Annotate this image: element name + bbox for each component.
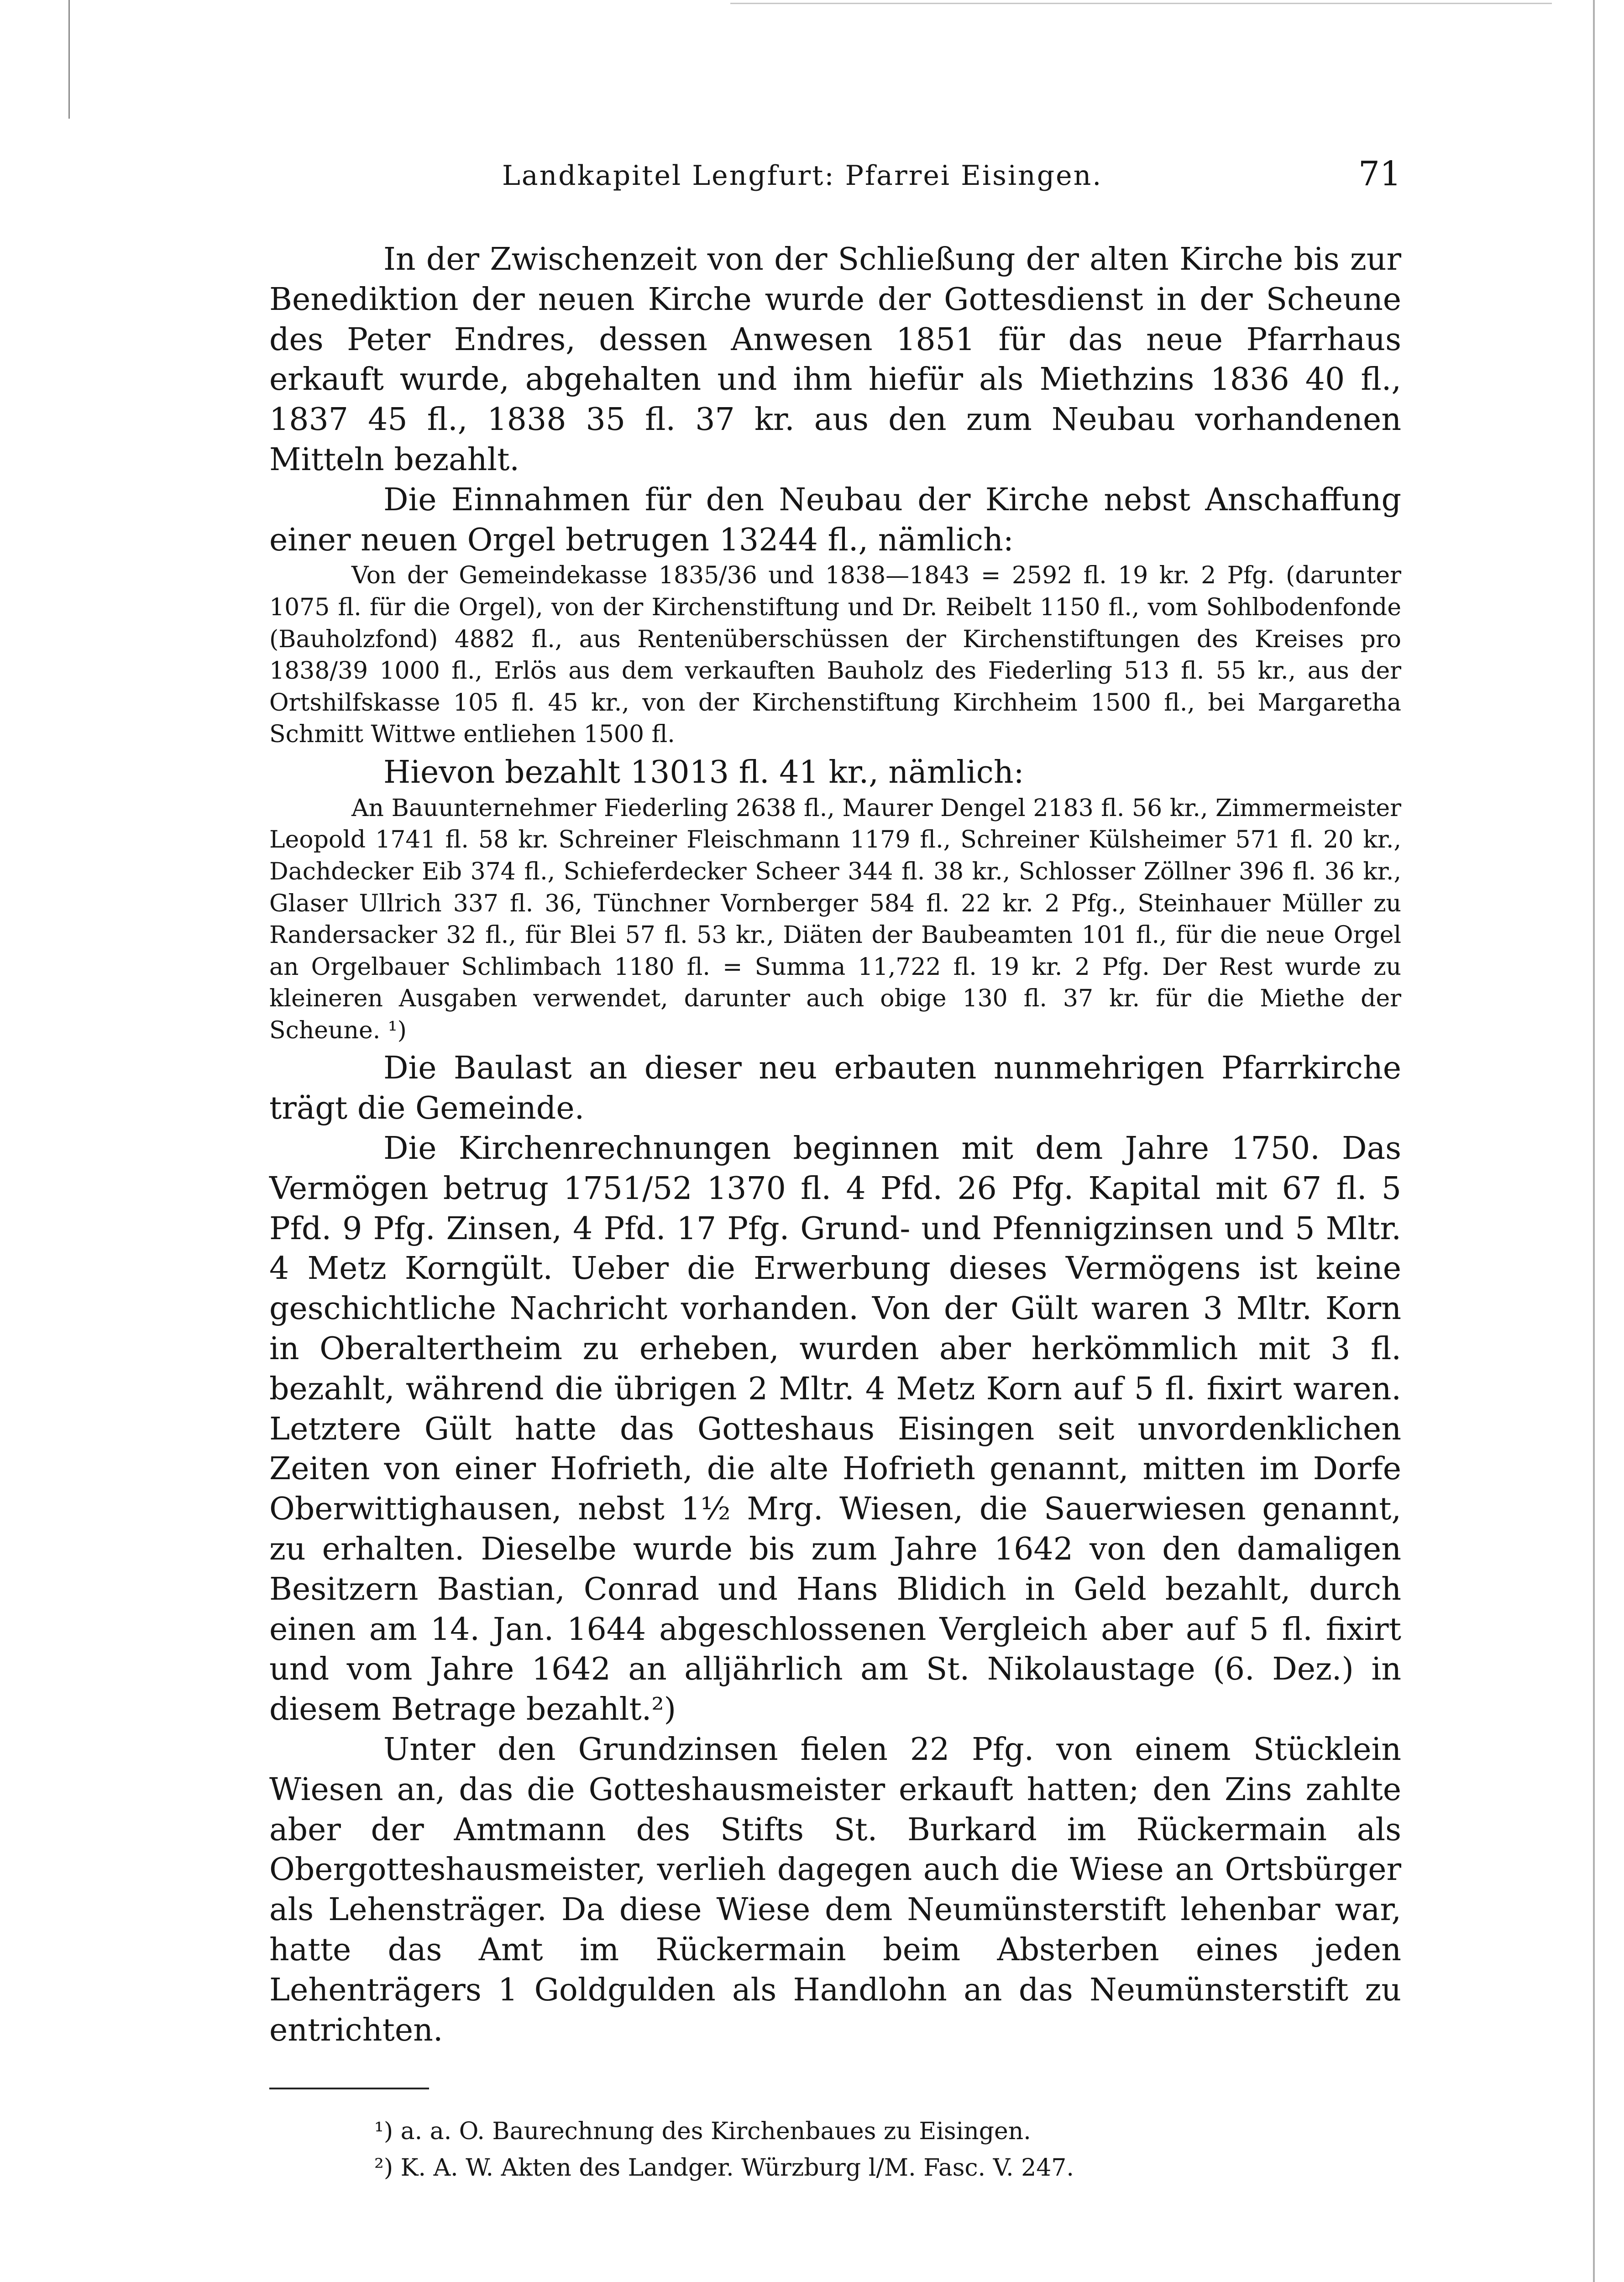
page-content [269,151,1401,2186]
page-edge-line-right [1593,0,1595,2282]
page-edge-line-top [730,3,1552,4]
footnote-1: ¹) a. a. O. Baurechnung des Kirchenbaues zu Eisingen. [374,2118,1031,2146]
paragraph-interim-service: In der Zwischenzeit von der Schließung der alten Kirche bis zur Benediktion der neuen Kirche wurde der Gottesdienst in der Scheune des Peter Endres, dessen Anwesen 1851 für das neue Pfarrhaus erkauft wurde, abgehalten und ihm hiefür als Miethzins 1836 40 fl., 1837 45 fl., 1838 35 fl. 37 kr. aus den zum Neubau vorhandenen Mitteln bezahlt. [269,241,1401,478]
body-text [269,240,1401,2050]
expense-details: An Bauunternehmer Fiederling 2638 fl., Maurer Dengel 2183 fl. 56 kr., Zimmermeister Leopold 1741 fl. 58 kr. Schreiner Fleischmann 1179 fl., Schreiner Külsheimer 571 fl. 20 kr., Dachdecker Eib 374 fl., Schieferdecker Scheer 344 fl. 38 kr., Schlosser Zöllner 396 fl. 36 kr., Glaser Ullrich 337 fl. 36, Tünchner Vornberger 584 fl. 22 kr. 2 Pfg., Steinhauer Müller zu Randersacker 32 fl., für Blei 57 fl. 53 kr., Diäten der Baubeamten 101 fl., für die neue Orgel an Orgelbauer Schlimbach 1180 fl. = Summa 11,722 fl. 19 kr. 2 Pfg. Der Rest wurde zu kleineren Ausgaben verwendet, darunter auch obige 130 fl. 37 kr. für die Miethe der Scheune. ¹) [269,794,1401,1044]
running-title: Landkapitel Lengfurt: Pfarrei Eisingen. [502,160,1103,192]
paragraph-expenses-intro: Hievon bezahlt 13013 fl. 41 kr., nämlich: [383,754,1024,790]
page-number: 71 [1358,154,1401,194]
paragraph-church-accounts: Die Kirchenrechnungen beginnen mit dem Jahre 1750. Das Vermögen betrug 1751/52 1370 fl. 4 Pfd. 26 Pfg. Kapital mit 67 fl. 5 Pfd. 9 Pfg. Zinsen, 4 Pfd. 17 Pfg. Grund- und Pfennigzinsen und 5 Mltr. 4 Metz Korngült. Ueber die Erwerbung dieses Vermögens ist keine geschichtliche Nachricht vorhanden. Von der Gült waren 3 Mltr. Korn in Oberaltertheim zu erheben, wurden aber herkömmlich mit 3 fl. bezahlt, während die übrigen 2 Mltr. 4 Metz Korn auf 5 fl. fixirt waren. Letztere Gült hatte das Gotteshaus Eisingen seit unvordenklichen Zeiten von einer Hofrieth, die alte Hofrieth genannt, mitten im Dorfe Oberwittighausen, nebst 1½ Mrg. Wiesen, die Sauerwiesen genannt, zu erhalten. Dieselbe wurde bis zum Jahre 1642 von den damaligen Besitzern Bastian, Conrad und Hans Blidich in Geld bezahlt, durch einen am 14. Jan. 1644 abgeschlossenen Vergleich aber auf 5 fl. fixirt und vom Jahre 1642 an alljährlich am St. Nikolaustage (6. Dez.) in diesem Betrage bezahlt.²) [269,1131,1401,1728]
income-details: Von der Gemeindekasse 1835/36 und 1838—1843 = 2592 fl. 19 kr. 2 Pfg. (darunter 1075 fl. für die Orgel), von der Kirchenstiftung und Dr. Reibelt 1150 fl., vom Sohlbodenfonde (Bauholzfond) 4882 fl., aus Rentenüberschüssen der Kirchenstiftungen des Kreises pro 1838/39 1000 fl., Erlös aus dem verkauften Bauholz des Fiederling 513 fl. 55 kr., aus der Ortshilfskasse 105 fl. 45 kr., von der Kirchenstiftung Kirchheim 1500 fl., bei Margaretha Schmitt Wittwe entliehen 1500 fl. [269,562,1401,748]
paragraph-income-intro: Die Einnahmen für den Neubau der Kirche nebst Anschaffung einer neuen Orgel betrugen 13244 fl., nämlich: [269,482,1401,558]
page-edge-line-left [68,0,70,119]
footnote-2: ²) K. A. W. Akten des Landger. Würzburg l/M. Fasc. V. 247. [374,2154,1074,2182]
footnote-rule [269,2088,429,2089]
footnotes [269,2113,1401,2186]
paragraph-ground-rents: Unter den Grundzinsen fielen 22 Pfg. von einem Stücklein Wiesen an, das die Gotteshausmeister erkauft hatten; den Zins zahlte aber der Amtmann des Stifts St. Burkard im Rückermain als Obergotteshausmeister, verlieh dagegen auch die Wiese an Ortsbürger als Lehensträger. Da diese Wiese dem Neumünsterstift lehenbar war, hatte das Amt im Rückermain beim Absterben eines jeden Lehenträgers 1 Goldgulden als Handlohn an das Neumünsterstift zu entrichten. [269,1732,1401,2048]
running-head [269,151,1401,205]
paragraph-building-burden: Die Baulast an dieser neu erbauten nunmehrigen Pfarrkirche trägt die Gemeinde. [269,1050,1401,1127]
